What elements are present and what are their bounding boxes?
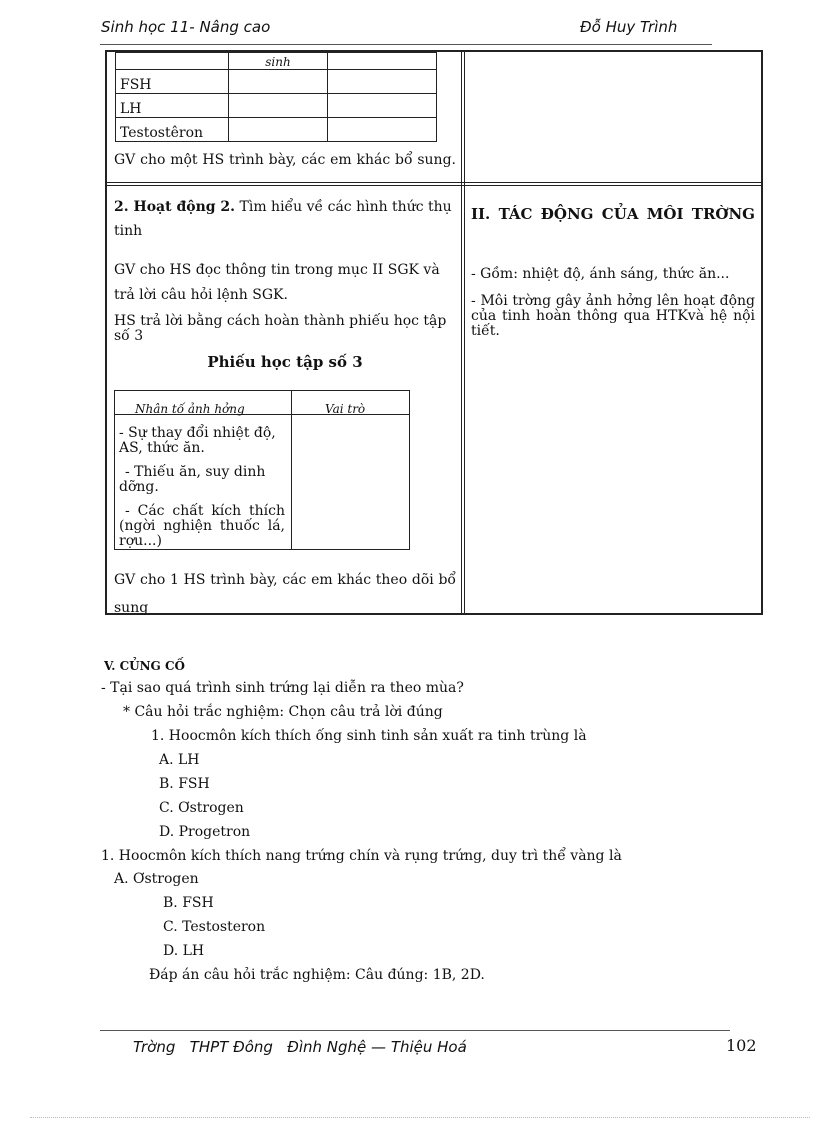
mcq-option: A. LH (159, 752, 200, 768)
table-row (116, 70, 437, 94)
header-author: Đỗ Huy Trình (580, 18, 678, 36)
mcq-option: D. LH (163, 943, 205, 959)
table-row (116, 94, 437, 118)
activity-2-label: 2. Hoạt động 2. (114, 199, 236, 215)
mcq-option: A. Ơstrogen (114, 871, 199, 887)
header-divider (100, 44, 712, 45)
environment-effect: - Môi trờng gây ảnh hởng lên hoạt động của tinh hoàn thông qua HTKvà hệ nội tiết. (471, 293, 755, 339)
section-ii-title: II. TÁC ĐỘNG CỦA MÔI TRỜNG (471, 205, 755, 223)
worksheet-3-col-role: Vai trò (325, 402, 366, 416)
lesson-table-row-divider (105, 182, 763, 186)
page-number: 102 (726, 1036, 757, 1055)
footer-school: Trờng THPT Đông Đình Nghệ — Thiệu Hoá (133, 1038, 467, 1056)
worksheet-3-title: Phiếu học tập số 3 (207, 353, 363, 371)
worksheet-3-column-divider (291, 391, 292, 549)
table-row (116, 118, 437, 142)
worksheet-2-row-label: FSH (116, 70, 229, 94)
worksheet-3-col-factor: Nhân tố ảnh hởng (135, 402, 245, 416)
table-row: - Sự thay đổi nhiệt độ, AS, thức ăn. (119, 425, 276, 456)
page-bottom-edge (30, 1117, 810, 1118)
header-subject: Sinh học 11- Nâng cao (101, 18, 271, 36)
mcq-intro: * Câu hỏi trắc nghiệm: Chọn câu trả lời đúng (123, 704, 443, 720)
mcq-option: D. Progetron (159, 824, 251, 840)
mcq-option: B. FSH (159, 776, 210, 792)
activity-2-title (114, 195, 456, 243)
table-row: - Các chất kích thích (ngời nghiện thuốc lá, rợu...) (119, 503, 285, 549)
worksheet-2-note: GV cho một HS trình bày, các em khác bổ sung. (114, 152, 456, 168)
worksheet-2-table (115, 52, 437, 142)
mcq-answer: Đáp án câu hỏi trắc nghiệm: Câu đúng: 1B, 2D. (149, 967, 485, 983)
worksheet-2-header-fragment: sinh (229, 53, 328, 70)
footer-divider (100, 1030, 730, 1031)
consolidation-heading: V. CỦNG CỐ (104, 659, 185, 673)
worksheet-2-row-label: Testostêron (116, 118, 229, 142)
mcq-option: C. Testosteron (163, 919, 266, 935)
mcq-question-1: 1. Hoocmôn kích thích ống sinh tinh sản xuất ra tinh trùng là (151, 728, 587, 744)
mcq-option: C. Ơstrogen (159, 800, 244, 816)
activity-2-note: GV cho 1 HS trình bày, các em khác theo dõi bổ sung (114, 572, 456, 616)
lesson-table-column-divider (461, 50, 465, 615)
activity-2-student-task: HS trả lời bằng cách hoàn thành phiếu học tập số 3 (114, 313, 447, 344)
worksheet-2-row-label: LH (116, 94, 229, 118)
activity-2-topic: Tìm hiểu về các hình thức thụ tinh (114, 199, 452, 239)
environment-factors: - Gồm: nhiệt độ, ánh sáng, thức ăn... (471, 266, 730, 282)
table-row: - Thiếu ăn, suy dinh dỡng. (119, 464, 266, 495)
worksheet-3-table (114, 390, 410, 550)
mcq-option: B. FSH (163, 895, 214, 911)
consolidation-question: - Tại sao quá trình sinh trứng lại diễn ra theo mùa? (101, 680, 464, 696)
mcq-question-2: 1. Hoocmôn kích thích nang trứng chín và rụng trứng, duy trì thể vàng là (101, 848, 622, 864)
activity-2-instruction: GV cho HS đọc thông tin trong mục II SGK và trả lời câu hỏi lệnh SGK. (114, 262, 440, 303)
